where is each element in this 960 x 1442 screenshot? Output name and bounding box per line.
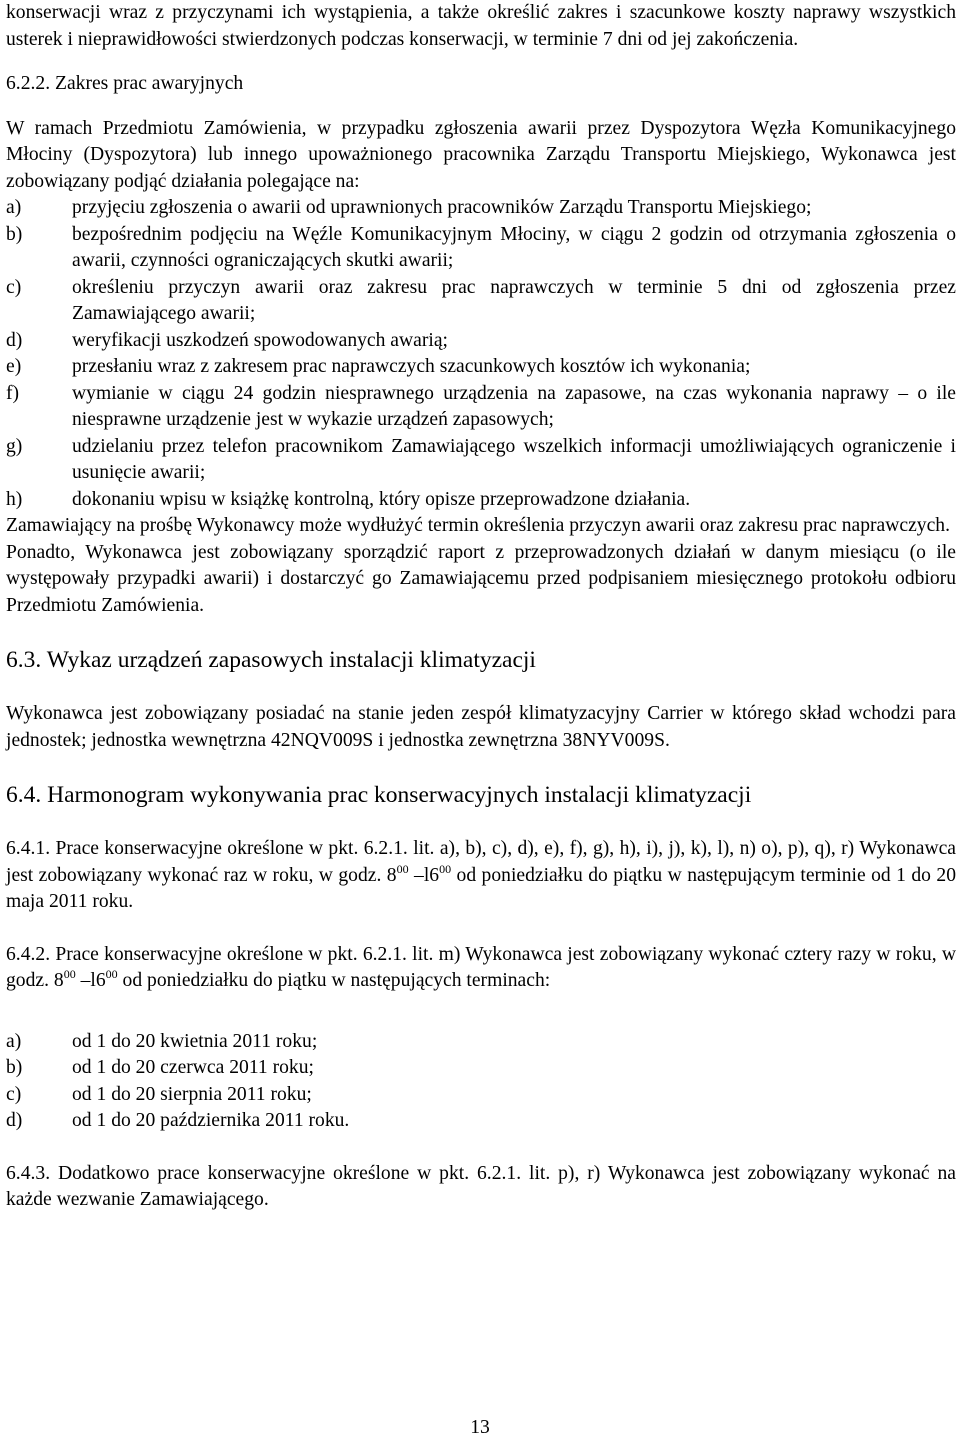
monthly-report-paragraph: Ponadto, Wykonawca jest zobowiązany sporządzić raport z przeprowadzonych działań w danym miesiącu (o ile występowały przypadki awarii) i dostarczyć go Zamawiającemu przed podpisaniem miesięcznego protokołu odbioru Przedmiotu Zamówienia. xyxy=(6,541,956,616)
section-642-text-start: 6.4.2. Prace konserwacyjne określone w pkt. 6.2.1. lit. m) Wykonawca jest zobowiązany wykonać cztery razy w roku, w godz. 8 xyxy=(6,943,956,991)
section-641-text-mid: –l6 xyxy=(408,864,440,886)
document-page xyxy=(6,0,956,1214)
list-item xyxy=(6,1029,956,1056)
section-63-text: Wykonawca jest zobowiązany posiadać na stanie jeden zespół klimatyzacyjny Carrier w którego skład wchodzi para jednostek; jednostka wewnętrzna 42NQV009S i jednostka zewnętrzna 38NYV009S. xyxy=(6,703,956,751)
hour-superscript: 00 xyxy=(439,861,452,876)
section-64-heading: 6.4. Harmonogram wykonywania prac konserwacyjnych instalacji klimatyzacji xyxy=(6,782,752,808)
list-item-label: a) xyxy=(6,197,22,218)
list-item-text: od 1 do 20 października 2011 roku. xyxy=(72,1110,350,1131)
section-622-heading: 6.2.2. Zakres prac awaryjnych xyxy=(6,73,244,94)
list-item-text: od 1 do 20 kwietnia 2011 roku; xyxy=(72,1030,318,1052)
section-642-text-end: od poniedziałku do piątku w następujących terminach: xyxy=(117,970,551,991)
list-item-label: c) xyxy=(6,1083,22,1105)
section-641-text-start: 6.4.1. Prace konserwacyjne określone w pkt. 6.2.1. lit. a), b), c), d), e), f), g), h), i), j), k), l), n) o), p), q), r) Wykonawca jest zobowiązany wykonać raz w roku, w godz. 8 xyxy=(6,838,956,886)
section-642-text-mid: –l6 xyxy=(75,970,106,991)
list-item xyxy=(6,1082,956,1109)
list-item-text: określeniu przyczyn awarii oraz zakresu prac naprawczych w terminie 5 dni od zgłoszenia przez Zamawiającego awarii; xyxy=(72,276,956,324)
list-item-label: g) xyxy=(6,435,23,457)
list-item-label: b) xyxy=(6,223,23,245)
section-641-text-end: od poniedziałku do piątku w następującym terminie od 1 do 20 maja 2011 roku. xyxy=(6,864,956,912)
list-item-text: wymianie w ciągu 24 godzin niesprawnego urządzenia na zapasowe, na czas wykonania naprawy – o ile niesprawne urządzenie jest w wykazie urządzeń zapasowych; xyxy=(72,382,956,430)
list-item-text: od 1 do 20 czerwca 2011 roku; xyxy=(72,1057,314,1078)
section-641-paragraph xyxy=(6,836,956,916)
list-item-label: b) xyxy=(6,1057,23,1078)
intro-paragraph: konserwacji wraz z przyczynami ich wystąpienia, a także określić zakres i szacunkowe koszty naprawy wszystkich usterek i nieprawidłowości stwierdzonych podczas konserwacji, w terminie 7 dni od jej zakończenia. xyxy=(6,2,956,50)
list-item-text: weryfikacji uszkodzeń spowodowanych awarią; xyxy=(72,329,448,351)
list-item-label: d) xyxy=(6,329,23,351)
list-item-label: c) xyxy=(6,276,22,298)
list-item-text: udzielaniu przez telefon pracownikom Zamawiającego wszelkich informacji umożliwiających ograniczenie i usunięcie awarii; xyxy=(72,435,956,483)
list-item-label: h) xyxy=(6,488,23,510)
list-item-text: od 1 do 20 sierpnia 2011 roku; xyxy=(72,1083,312,1105)
list-item-text: przyjęciu zgłoszenia o awarii od uprawnionych pracowników Zarządu Transportu Miejskiego; xyxy=(72,197,812,218)
list-item xyxy=(6,328,956,355)
list-item-label: d) xyxy=(6,1110,23,1131)
list-item xyxy=(6,434,956,487)
emergency-actions-list xyxy=(6,195,956,513)
hour-superscript: 00 xyxy=(63,967,76,981)
hour-superscript: 00 xyxy=(105,967,118,981)
section-642-paragraph xyxy=(6,942,956,995)
section-63-heading: 6.3. Wykaz urządzeń zapasowych instalacji klimatyzacji xyxy=(6,647,536,673)
list-item xyxy=(6,381,956,434)
section-622-intro: W ramach Przedmiotu Zamówienia, w przypadku zgłoszenia awarii przez Dyspozytora Węzła Komunikacyjnego Młociny (Dyspozytora) lub innego upoważnionego pracownika Zarządu Transportu Miejskiego, Wykonawca jest zobowiązany podjąć działania polegające na: xyxy=(6,117,956,192)
maintenance-dates-list xyxy=(6,1029,956,1135)
list-item-label: f) xyxy=(6,382,20,404)
list-item-label: a) xyxy=(6,1030,22,1052)
list-item-text: dokonaniu wpisu w książkę kontrolną, który opisze przeprowadzone działania. xyxy=(72,488,691,510)
list-item-label: e) xyxy=(6,356,22,377)
list-item-text: bezpośrednim podjęciu na Węźle Komunikacyjnym Młociny, w ciągu 2 godzin od otrzymania zgłoszenia o awarii, czynności ograniczających skutki awarii; xyxy=(72,223,956,271)
extend-deadline-paragraph: Zamawiający na prośbę Wykonawcy może wydłużyć termin określenia przyczyn awarii oraz zakresu prac naprawczych. xyxy=(6,515,950,536)
list-item xyxy=(6,222,956,275)
page-number: 13 xyxy=(470,1417,490,1438)
list-item xyxy=(6,275,956,328)
list-item xyxy=(6,1055,956,1082)
list-item xyxy=(6,1108,956,1135)
section-643-paragraph: 6.4.3. Dodatkowo prace konserwacyjne określone w pkt. 6.2.1. lit. p), r) Wykonawca jest zobowiązany wykonać na każde wezwanie Zamawiającego. xyxy=(6,1162,956,1210)
list-item xyxy=(6,195,956,222)
list-item xyxy=(6,354,956,381)
list-item-text: przesłaniu wraz z zakresem prac naprawczych szacunkowych kosztów ich wykonania; xyxy=(72,356,751,377)
hour-superscript: 00 xyxy=(396,861,409,876)
list-item xyxy=(6,487,956,514)
